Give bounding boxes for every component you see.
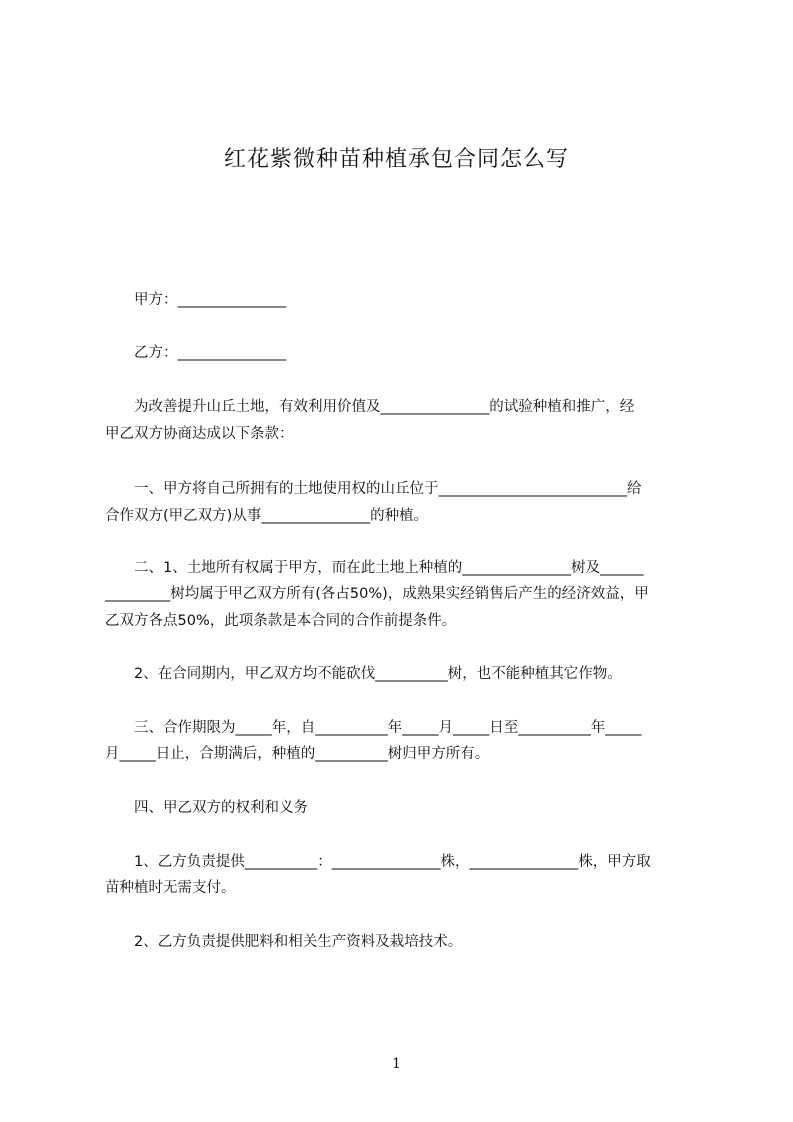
clause-1-line-2: 合作双方(甲乙双方)从事_______________的种植。 (105, 508, 429, 524)
clause-2-2-line: 2、在合同期内，甲乙双方均不能砍伐__________树，也不能种植其它作物。 (105, 666, 622, 682)
clause-4-heading: 四、甲乙双方的权利和义务 (105, 800, 308, 816)
clause-4-1-line-1: 1、乙方负责提供__________：_______________株，_______________株，甲方取 (105, 854, 651, 870)
preamble-line-2: 甲乙双方协商达成以下条款： (105, 426, 294, 442)
preamble-line-1: 为改善提升山丘土地，有效利用价值及_______________的试验种植和推广，经 (105, 399, 635, 415)
clause-2-line-2: _________树均属于甲乙双方所有(各占50%)，成熟果实经销售后产生的经济效益，甲 (105, 586, 649, 602)
party-b-line: 乙方：_______________ (105, 345, 287, 361)
clause-2-line-3: 乙双方各点50%，此项条款是本合同的合作前提条件。 (105, 613, 457, 629)
clause-2-line-1: 二、1、土地所有权属于甲方，而在此土地上种植的_______________树及______ (105, 560, 644, 576)
document-title: 红花紫微种苗种植承包合同怎么写 (223, 147, 569, 172)
clause-3-line-1: 三、合作期限为_____年，自__________年_____月_____日至__________年_____ (105, 720, 642, 736)
clause-4-1-line-2: 苗种植时无需支付。 (105, 880, 236, 896)
clause-3-line-2: 月_____日止，合期满后，种植的__________树归甲方所有。 (105, 746, 490, 762)
page-number: 1 (392, 1056, 401, 1072)
clause-1-line-1: 一、甲方将自己所拥有的土地使用权的山丘位于__________________________给 (105, 481, 642, 497)
party-a-line: 甲方：_______________ (105, 292, 287, 308)
clause-4-2-line: 2、乙方负责提供肥料和相关生产资料及栽培技术。 (105, 934, 463, 950)
